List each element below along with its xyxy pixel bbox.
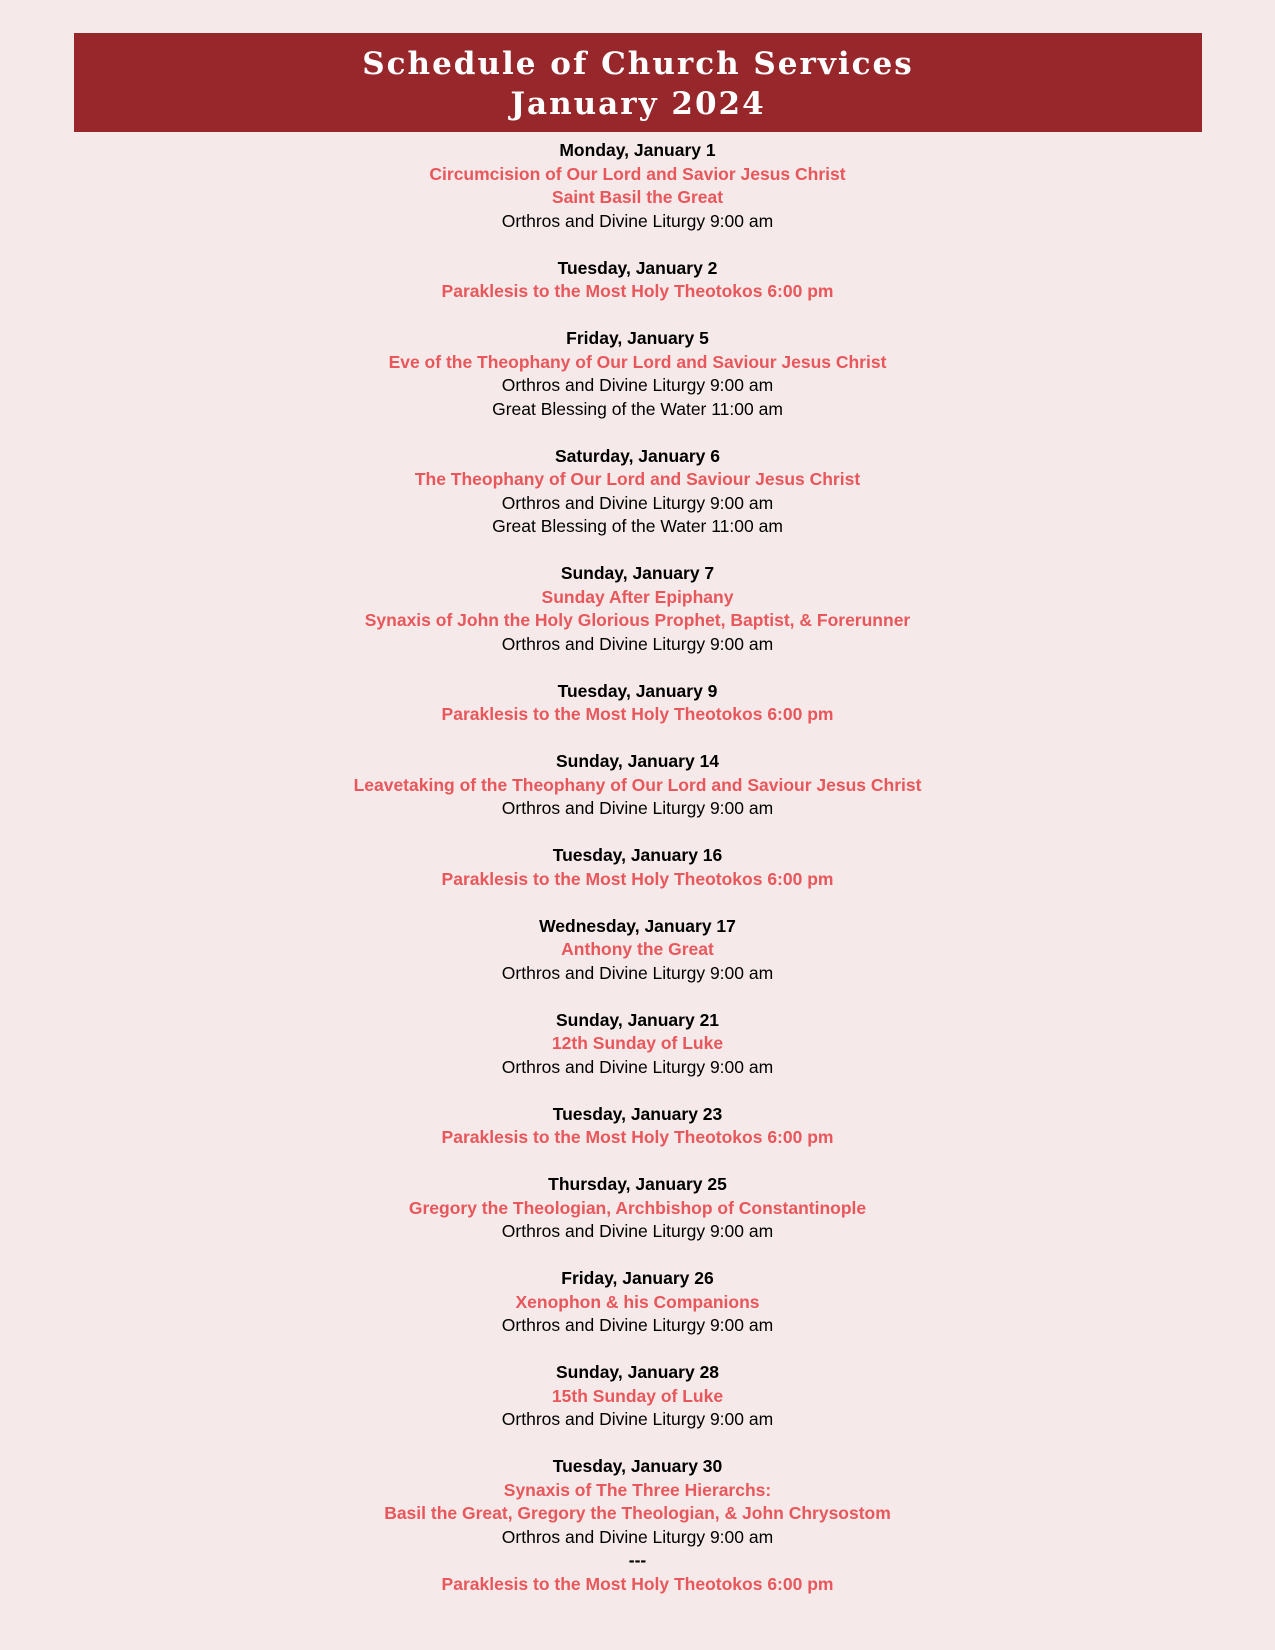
day-date: Wednesday, January 17: [539, 915, 736, 936]
service-time: Orthros and Divine Liturgy 9:00 am: [501, 1056, 774, 1077]
feast-name: 12th Sunday of Luke: [551, 1033, 724, 1053]
schedule-day: [0, 1455, 1275, 1596]
feast-name: Paraklesis to the Most Holy Theotokos 6:00 pm: [441, 704, 834, 724]
schedule-day: [0, 139, 1275, 233]
service-time: Orthros and Divine Liturgy 9:00 am: [501, 633, 774, 654]
feast-name: Paraklesis to the Most Holy Theotokos 6:00 pm: [441, 1573, 834, 1594]
service-time: Great Blessing of the Water 11:00 am: [492, 398, 783, 419]
schedule-day: [0, 1267, 1275, 1338]
schedule-day: [0, 1009, 1275, 1080]
service-time: Orthros and Divine Liturgy 9:00 am: [501, 962, 774, 983]
day-date: Thursday, January 25: [548, 1174, 727, 1194]
feast-name: Paraklesis to the Most Holy Theotokos 6:00 pm: [441, 281, 834, 301]
day-date: Sunday, January 21: [555, 1009, 720, 1030]
day-date: Sunday, January 7: [560, 563, 715, 583]
schedule-day: [0, 1103, 1275, 1150]
feast-name: Basil the Great, Gregory the Theologian, & John Chrysostom: [384, 1503, 891, 1523]
schedule-day: [0, 445, 1275, 539]
day-date: Monday, January 1: [559, 140, 716, 160]
schedule-day: [0, 680, 1275, 727]
day-date: Friday, January 5: [566, 328, 709, 348]
feast-name: Saint Basil the Great: [551, 187, 724, 207]
service-time: Orthros and Divine Liturgy 9:00 am: [501, 1315, 774, 1335]
feast-name: Eve of the Theophany of Our Lord and Saviour Jesus Christ: [388, 351, 887, 372]
service-time: Orthros and Divine Liturgy 9:00 am: [501, 1526, 774, 1547]
day-date: Friday, January 26: [561, 1268, 714, 1288]
service-time: Orthros and Divine Liturgy 9:00 am: [501, 210, 774, 231]
day-date: Tuesday, January 9: [557, 680, 718, 701]
service-time: Orthros and Divine Liturgy 9:00 am: [501, 492, 774, 513]
service-schedule: [0, 139, 1275, 1620]
feast-name: Xenophon & his Companions: [515, 1291, 760, 1312]
page-subtitle: January 2024: [510, 86, 766, 122]
feast-name: Circumcision of Our Lord and Savior Jesus Christ: [429, 163, 846, 184]
header-banner: [74, 33, 1202, 132]
schedule-day: [0, 1361, 1275, 1432]
feast-name: Anthony the Great: [561, 939, 714, 959]
day-date: Tuesday, January 30: [552, 1456, 723, 1476]
page-title: Schedule of Church Services: [362, 46, 914, 82]
day-date: Tuesday, January 23: [552, 1103, 723, 1124]
service-time: Orthros and Divine Liturgy 9:00 am: [501, 1409, 774, 1429]
day-date: Saturday, January 6: [554, 445, 721, 466]
feast-name: Paraklesis to the Most Holy Theotokos 6:00 pm: [441, 868, 834, 889]
day-date: Tuesday, January 16: [552, 845, 723, 865]
feast-name: Gregory the Theologian, Archbishop of Constantinople: [408, 1197, 867, 1218]
service-time: Orthros and Divine Liturgy 9:00 am: [501, 375, 774, 395]
schedule-day: [0, 1173, 1275, 1244]
schedule-day: [0, 750, 1275, 821]
schedule-day: [0, 915, 1275, 986]
separator: ---: [628, 1550, 647, 1570]
feast-name: Synaxis of The Three Hierarchs:: [503, 1479, 772, 1500]
day-date: Sunday, January 28: [555, 1362, 720, 1382]
feast-name: Leavetaking of the Theophany of Our Lord and Saviour Jesus Christ: [353, 774, 922, 795]
feast-name: 15th Sunday of Luke: [551, 1385, 724, 1406]
schedule-day: [0, 562, 1275, 656]
feast-name: The Theophany of Our Lord and Saviour Jesus Christ: [414, 469, 861, 489]
schedule-day: [0, 327, 1275, 421]
schedule-day: [0, 257, 1275, 304]
day-date: Sunday, January 14: [555, 751, 720, 771]
service-time: Great Blessing of the Water 11:00 am: [492, 516, 783, 536]
day-date: Tuesday, January 2: [557, 257, 718, 278]
feast-name: Synaxis of John the Holy Glorious Prophet, Baptist, & Forerunner: [364, 610, 911, 630]
service-time: Orthros and Divine Liturgy 9:00 am: [501, 1221, 774, 1241]
feast-name: Paraklesis to the Most Holy Theotokos 6:00 pm: [441, 1127, 834, 1147]
feast-name: Sunday After Epiphany: [541, 586, 734, 607]
schedule-day: [0, 844, 1275, 891]
service-time: Orthros and Divine Liturgy 9:00 am: [501, 798, 774, 818]
